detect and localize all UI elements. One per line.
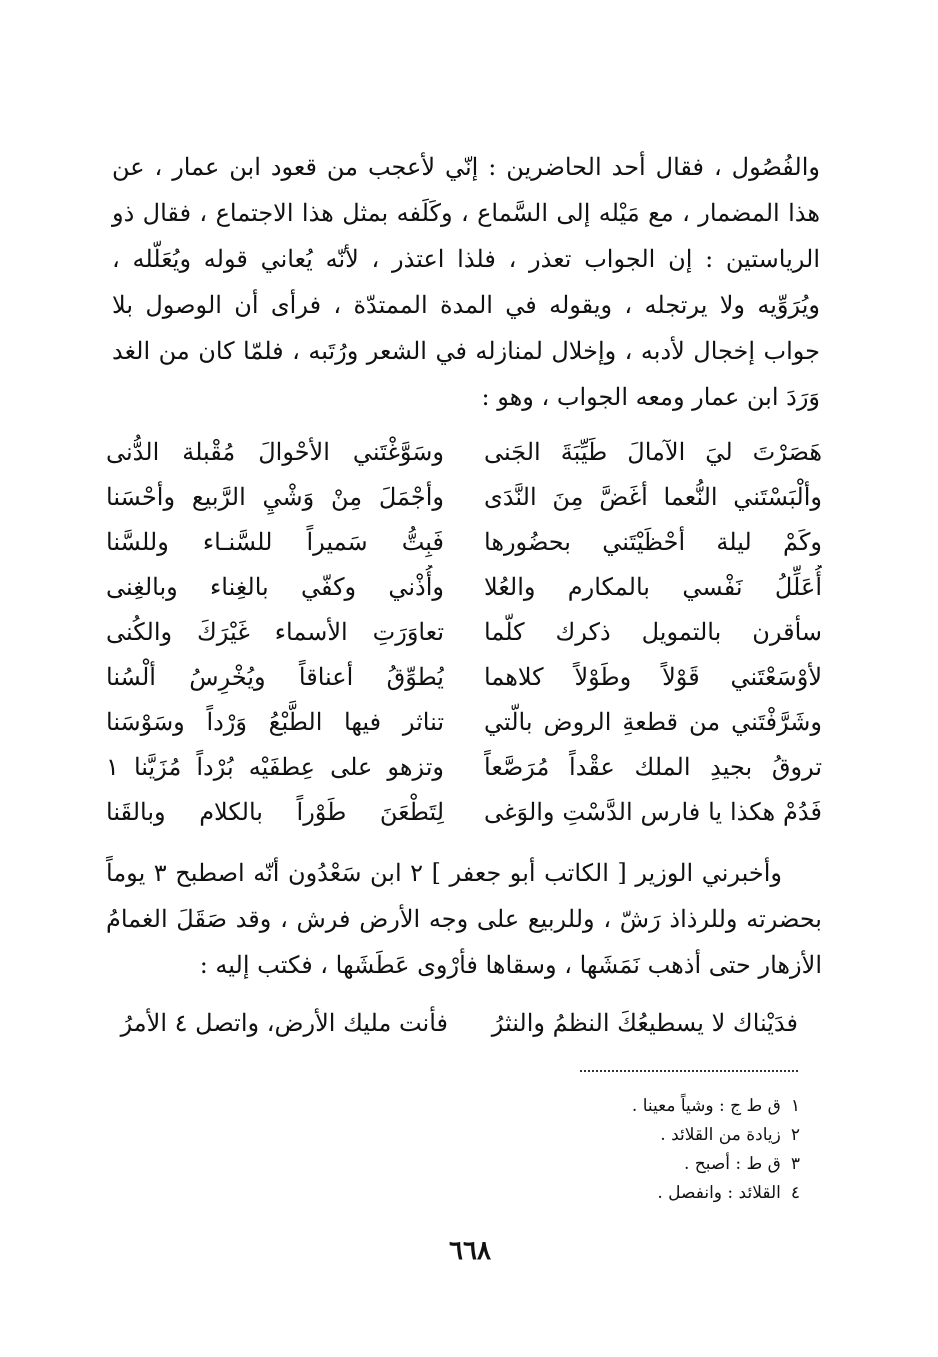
verse-second-hemistich: يُطوِّقُ أعناقاً ويُخْرِسُ ألْسُنا: [106, 663, 444, 691]
footnotes: [480, 1092, 800, 1208]
second-paragraph: [106, 850, 822, 988]
verse-first-hemistich: لأوْسَعْتَني قَوْلاً وطَوْلاً كلاهما: [484, 663, 822, 691]
verse-first-hemistich: وألْبَسْتَني النُّعما أغَضَّ مِنَ النَّدَى: [484, 483, 822, 511]
footnote-text: ق ط ج : وشياً معينا .: [631, 1096, 781, 1116]
footnote-divider: [580, 1070, 798, 1072]
footnote-number: ١: [790, 1096, 800, 1116]
verse-second-hemistich: فَبِتُّ سَميراً للسَّنـاء وللسَّنا: [106, 528, 444, 556]
footnote-text: القلائد : وانفصل .: [657, 1183, 781, 1203]
page-number: ٦٦٨: [449, 1236, 491, 1266]
poem-verse: [106, 745, 822, 790]
footnote-text: ق ط : أصبح .: [683, 1154, 781, 1174]
verse-second-hemistich: وأجْمَلَ مِنْ وَشْيِ الرَّبيع وأحْسَنا: [106, 483, 444, 511]
verse-second-hemistich: وأُذْني وكفّي بالغِناء وبالغِنى: [106, 573, 444, 601]
verse-second-hemistich: وتزهو على عِطفَيْه بُرْداً مُزَيَّنا ١: [106, 753, 444, 781]
verse-second-hemistich: فأنت مليك الأرض، واتصل ٤ الأمرُ: [120, 1009, 448, 1037]
poem: [106, 430, 822, 835]
footnote-item: [480, 1121, 800, 1150]
verse-first-hemistich: تروقُ بجيدِ الملك عقْداً مُرَصَّعاً: [484, 753, 822, 781]
poem-verse: [106, 475, 822, 520]
verse-second-hemistich: تعاوَرَتِ الأسماء غَيْرَكَ والكُنى: [106, 618, 444, 646]
footnote-number: ٣: [790, 1154, 800, 1174]
verse-first-hemistich: فَدُمْ هكذا يا فارس الدَّسْتِ والوَغى: [484, 798, 822, 826]
verse-first-hemistich: أُعَلِّلُ نَفْسي بالمكارم والعُلا: [484, 573, 822, 601]
closing-verse: [118, 1000, 798, 1046]
footnote-item: [480, 1150, 800, 1179]
paragraph-text: وأخبرني الوزير [ الكاتب أبو جعفر ] ٢ ابن سَعْدُون أنّه اصطبح ٣ يوماً بحضرته وللرذاذ رَشّ ، وللربيع على وجه الأرض فرش ، وقد صَقَلَ الغمامُ الأزهار حتى أذهب نَمَشَها ، وسقاها فأرْوى عَطَشَها ، فكتب إليه :: [106, 859, 822, 979]
verse-second-hemistich: لِتَطْعَنَ طَوْراً بالكلام وبالقَنا: [106, 798, 444, 826]
verse-second-hemistich: وسَوَّغْتَني الأحْوالَ مُقْبلة الدُّنى: [106, 438, 444, 466]
poem-verse: [106, 565, 822, 610]
footnote-text: زيادة من القلائد .: [660, 1125, 781, 1145]
poem-verse: [106, 790, 822, 835]
opening-paragraph: [112, 144, 820, 420]
verse-first-hemistich: وشَرَّفْتَني من قطعةِ الروض بالّتي: [484, 708, 822, 736]
verse-first-hemistich: وكَمْ ليلة أحْظَيْتَني بحضُورها: [484, 528, 822, 556]
poem-verse: [106, 610, 822, 655]
footnote-item: [480, 1092, 800, 1121]
poem-verse: [106, 430, 822, 475]
poem-verse: [106, 520, 822, 565]
footnote-number: ٢: [790, 1125, 800, 1145]
verse-first-hemistich: فدَيْناك لا يسطيعُكَ النظمُ والنثرُ: [491, 1009, 798, 1037]
verse-first-hemistich: سأقرن بالتمويل ذكرك كلّما: [484, 618, 822, 646]
paragraph-text: والفُصُول ، فقال أحد الحاضرين : إنّي لأعجب من قعود ابن عمار ، عن هذا المضمار ، مع مَيْله إلى السَّماع ، وكَلَفه بمثل هذا الاجتماع ، فقال ذو الرياستين : إن الجواب تعذر ، فلذا اعتذر ، لأنّه يُعاني قوله ويُعَلّله ، ويُرَوِّيه ولا يرتجله ، ويقوله في المدة الممتدّة ، فرأى أن الوصول بلا جواب إخجال لأدبه ، وإخلال لمنازله في الشعر ورُتَبه ، فلمّا كان من الغد وَرَدَ ابن عمار ومعه الجواب ، وهو :: [112, 153, 820, 411]
verse-first-hemistich: هَصَرْتَ ليَ الآمالَ طَيِّبَةَ الجَنى: [484, 438, 822, 466]
footnote-number: ٤: [790, 1183, 800, 1203]
verse-second-hemistich: تناثر فيها الطَّبْعُ وَرْداً وسَوْسَنا: [106, 708, 444, 736]
poem-verse: [106, 655, 822, 700]
footnote-item: [480, 1179, 800, 1208]
poem-verse: [106, 700, 822, 745]
